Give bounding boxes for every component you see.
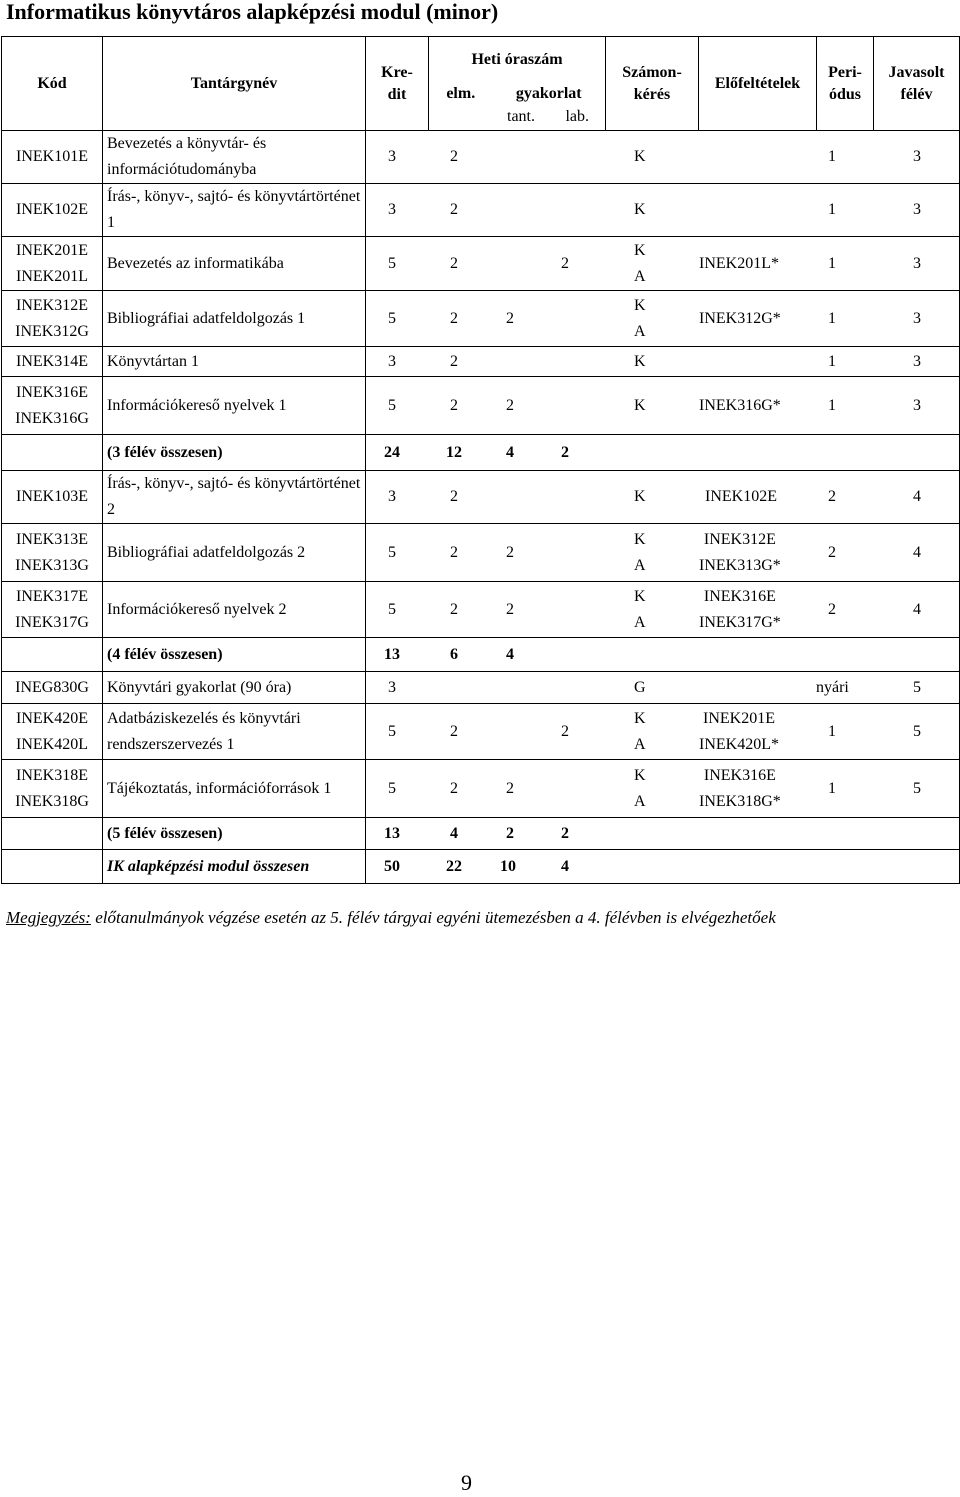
course-values: 5 2 2 K A INEK312E INEK313G* 2 4 <box>366 524 960 582</box>
course-name: Bibliográfiai adatfeldolgozás 2 <box>103 524 366 582</box>
curriculum-table <box>1 36 960 884</box>
header-kredit: Kre- dit <box>366 37 429 131</box>
course-values: 3 2 K 1 3 <box>366 184 960 237</box>
table-row <box>2 582 960 638</box>
course-code: INEK103E <box>2 471 103 524</box>
subtotal-row <box>2 435 960 471</box>
course-name: Információkereső nyelvek 2 <box>103 582 366 638</box>
course-name: Adatbáziskezelés és könyvtári rendszerszervezés 1 <box>103 704 366 760</box>
course-name: Bevezetés az informatikába <box>103 237 366 291</box>
course-code: INEG830G <box>2 672 103 704</box>
course-values: 5 2 2 K A INEK316E INEK317G* 2 4 <box>366 582 960 638</box>
page-title: Informatikus könyvtáros alapképzési modul (minor) <box>6 0 499 24</box>
table-row <box>2 471 960 524</box>
course-name: Bevezetés a könyvtár- és információtudományba <box>103 131 366 184</box>
course-code: INEK420E INEK420L <box>2 704 103 760</box>
subtotal-label: (4 félév összesen) <box>103 638 366 672</box>
table-row <box>2 704 960 760</box>
course-code: INEK314E <box>2 347 103 377</box>
course-values: 3 G nyári 5 <box>366 672 960 704</box>
course-name: Könyvtártan 1 <box>103 347 366 377</box>
footnote-label: Megjegyzés: <box>6 908 91 927</box>
header-kod: Kód <box>2 37 103 131</box>
header-heti-oraszam: Heti óraszám <box>429 37 606 83</box>
subtotal-label: (3 félév összesen) <box>103 435 366 471</box>
table-row <box>2 672 960 704</box>
header-szamonkeres: Számon- kérés <box>606 37 699 131</box>
course-name: Könyvtári gyakorlat (90 óra) <box>103 672 366 704</box>
table-row <box>2 237 960 291</box>
footnote <box>6 908 776 928</box>
page-number: 9 <box>461 1470 472 1495</box>
total-label: IK alapképzési modul összesen <box>103 850 366 884</box>
table-row <box>2 760 960 818</box>
subtotal-row <box>2 638 960 672</box>
table-row <box>2 291 960 347</box>
header-elm: elm. <box>446 84 476 102</box>
course-name: Írás-, könyv-, sajtó- és könyvtártörténet 1 <box>103 184 366 237</box>
table-row <box>2 347 960 377</box>
course-values: 5 2 2 K A INEK312G* 1 3 <box>366 291 960 347</box>
footnote-text: előtanulmányok végzése esetén az 5. félév tárgyai egyéni ütemezésben a 4. félévben is elvégezhetőek <box>90 908 776 927</box>
header-javasolt-felev: Javasolt félév <box>874 37 960 131</box>
header-elofeltetelek: Előfeltételek <box>699 37 817 131</box>
subtotal-row <box>2 818 960 850</box>
header-tantargynev: Tantárgynév <box>103 37 366 131</box>
course-code: INEK317E INEK317G <box>2 582 103 638</box>
course-code: INEK318E INEK318G <box>2 760 103 818</box>
subtotal-values: 13 6 4 <box>366 638 960 672</box>
course-code: INEK101E <box>2 131 103 184</box>
table-row <box>2 184 960 237</box>
course-values: 3 2 K INEK102E 2 4 <box>366 471 960 524</box>
header-periodus: Peri- ódus <box>817 37 874 131</box>
course-values: 5 2 2 K A INEK201E INEK420L* 1 5 <box>366 704 960 760</box>
course-code: INEK312E INEK312G <box>2 291 103 347</box>
course-name: Tájékoztatás, információforrások 1 <box>103 760 366 818</box>
header-lab: lab. <box>565 108 590 126</box>
course-values: 5 2 2 K INEK316G* 1 3 <box>366 377 960 435</box>
subtotal-values: 13 4 2 2 <box>366 818 960 850</box>
course-name: Információkereső nyelvek 1 <box>103 377 366 435</box>
header-gyakorlat: gyakorlat <box>515 84 582 102</box>
course-code: INEK201E INEK201L <box>2 237 103 291</box>
course-code: INEK313E INEK313G <box>2 524 103 582</box>
course-name: Bibliográfiai adatfeldolgozás 1 <box>103 291 366 347</box>
subtotal-values: 24 12 4 2 <box>366 435 960 471</box>
course-values: 5 2 2 K A INEK316E INEK318G* 1 5 <box>366 760 960 818</box>
header-tant: tant. <box>507 108 535 126</box>
table-row <box>2 131 960 184</box>
course-code: INEK102E <box>2 184 103 237</box>
total-values: 50 22 10 4 <box>366 850 960 884</box>
table-row <box>2 524 960 582</box>
course-code: INEK316E INEK316G <box>2 377 103 435</box>
subtotal-label: (5 félév összesen) <box>103 818 366 850</box>
course-values: 3 2 K 1 3 <box>366 131 960 184</box>
course-name: Írás-, könyv-, sajtó- és könyvtártörténet 2 <box>103 471 366 524</box>
total-row <box>2 850 960 884</box>
table-row <box>2 377 960 435</box>
course-values: 3 2 K 1 3 <box>366 347 960 377</box>
course-values: 5 2 2 K A INEK201L* 1 3 <box>366 237 960 291</box>
